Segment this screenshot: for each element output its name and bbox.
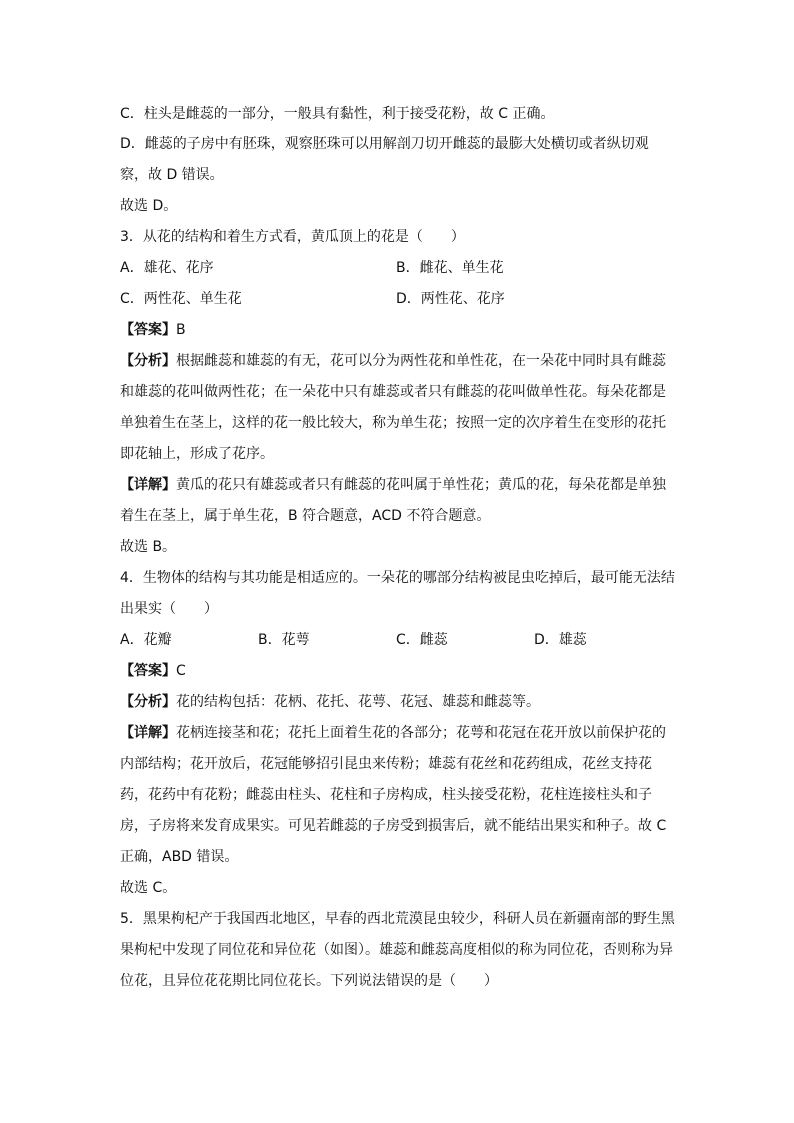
question-4-option-c: C．雌蕊	[396, 632, 448, 648]
question-4-answer	[120, 662, 186, 680]
question-3-detail	[120, 476, 666, 494]
text-line: 出果实（ ）	[120, 601, 218, 617]
question-4-selection: 故选 C。	[120, 880, 177, 896]
question-3-option-a: A．雄花、花序	[120, 260, 214, 276]
question-3-option-b: B．雌花、单生花	[396, 260, 504, 276]
question-4-option-d: D．雄蕊	[534, 632, 587, 648]
question-3-option-d: D．两性花、花序	[396, 291, 505, 307]
question-4-stem: 4．生物体的结构与其功能是相适应的。一朵花的哪部分结构被昆虫吃掉后，最可能无法结	[120, 570, 675, 586]
question-3-answer	[120, 321, 186, 339]
text-line: 药，花药中有花粉；雌蕊由柱头、花柱和子房构成，柱头接受花粉，花柱连接柱头和子	[120, 787, 652, 803]
answer-tag: 【答案】	[120, 322, 176, 338]
detail-text: 黄瓜的花只有雄蕊或者只有雌蕊的花叫属于单性花；黄瓜的花，每朵花都是单独	[176, 477, 666, 493]
question-3-selection: 故选 B。	[120, 539, 177, 555]
question-4-option-a: A．花瓣	[120, 632, 172, 648]
text-line: 位花，且异位花花期比同位花长。下列说法错误的是（ ）	[120, 973, 498, 989]
question-5-stem: 5．黑果枸杞产于我国西北地区，早春的西北荒漠昆虫较少，科研人员在新疆南部的野生黑	[120, 911, 675, 927]
text-line: 果枸杞中发现了同位花和异位花（如图）。雄蕊和雌蕊高度相似的称为同位花，否则称为异	[120, 942, 673, 958]
text-line: 着生在茎上，属于单生花，B 符合题意，ACD 不符合题意。	[120, 508, 491, 524]
question-3-stem: 3．从花的结构和着生方式看，黄瓜顶上的花是（ ）	[120, 229, 465, 245]
text-line: 即花轴上，形成了花序。	[120, 446, 274, 462]
analysis-tag: 【分析】	[120, 353, 176, 369]
text-line: 察，故 D 错误。	[120, 167, 224, 183]
detail-text: 花柄连接茎和花；花托上面着生花的各部分；花萼和花冠在花开放以前保护花的	[176, 725, 666, 741]
answer-value: C	[176, 663, 186, 679]
analysis-tag: 【分析】	[120, 694, 176, 710]
text-line: 房，子房将来发育成果实。可见若雌蕊的子房受到损害后，就不能结出果实和种子。故 C	[120, 818, 667, 834]
detail-tag: 【详解】	[120, 477, 176, 493]
text-line: D．雌蕊的子房中有胚珠，观察胚珠可以用解剖刀切开雌蕊的最膨大处横切或者纵切观	[120, 136, 649, 152]
answer-tag: 【答案】	[120, 663, 176, 679]
question-3-analysis	[120, 352, 666, 370]
question-3-option-c: C．两性花、单生花	[120, 291, 242, 307]
question-4-detail	[120, 724, 666, 742]
text-line: 故选 D。	[120, 198, 178, 214]
text-line: 内部结构；花开放后，花冠能够招引昆虫来传粉；雄蕊有花丝和花药组成，花丝支持花	[120, 756, 652, 772]
text-line: 单独着生在茎上，这样的花一般比较大，称为单生花；按照一定的次序着生在变形的花托	[120, 415, 666, 431]
text-line: 正确，ABD 错误。	[120, 849, 239, 865]
text-line: C．柱头是雌蕊的一部分，一般具有黏性，利于接受花粉，故 C 正确。	[120, 106, 555, 122]
detail-tag: 【详解】	[120, 725, 176, 741]
analysis-text: 根据雌蕊和雄蕊的有无，花可以分为两性花和单性花，在一朵花中同时具有雌蕊	[176, 353, 666, 369]
question-4-analysis	[120, 693, 540, 711]
analysis-text: 花的结构包括：花柄、花托、花萼、花冠、雄蕊和雌蕊等。	[176, 694, 540, 710]
text-line: 和雄蕊的花叫做两性花；在一朵花中只有雄蕊或者只有雌蕊的花叫做单性花。每朵花都是	[120, 384, 666, 400]
question-4-option-b: B．花萼	[258, 632, 310, 648]
answer-value: B	[176, 322, 186, 338]
